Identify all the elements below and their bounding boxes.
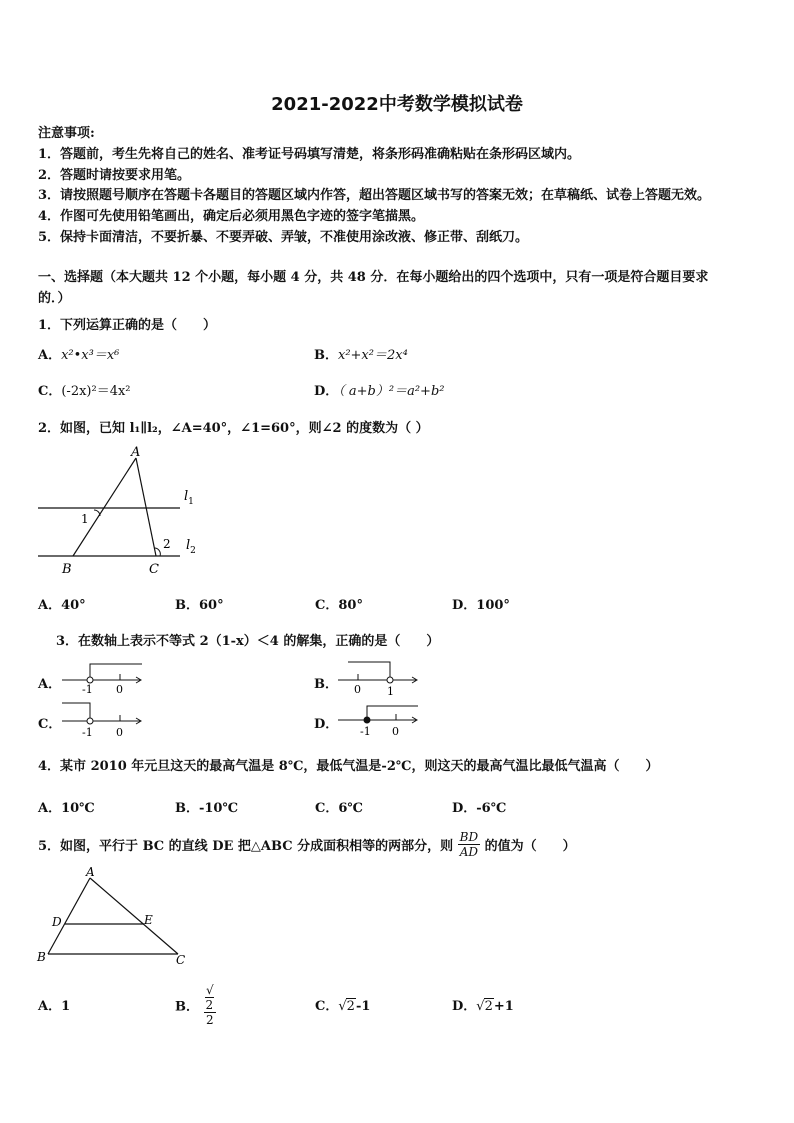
notice-item: 4．作图可先使用铅笔画出，确定后必须用黑色字迹的签字笔描黑。 — [38, 209, 425, 224]
q4-option-a: A．10℃ — [38, 801, 95, 816]
tick-label: 0 — [116, 683, 123, 696]
tick-label: 0 — [354, 683, 361, 696]
option-expression: x²•x³＝x⁶ — [61, 348, 120, 363]
segment-ac — [90, 878, 178, 954]
tick-label: -1 — [82, 683, 93, 696]
fraction-denominator: 2 — [206, 1013, 214, 1027]
q4-option-b: B．-10℃ — [175, 801, 239, 816]
label-c: C — [149, 562, 159, 577]
option-label: B． — [175, 999, 199, 1015]
notice-item: 2．答题时请按要求用笔。 — [38, 168, 191, 183]
segment-ab — [73, 458, 136, 556]
fraction-numerator: BD — [459, 830, 479, 844]
q3-number-line-d — [336, 700, 420, 740]
label-e: E — [144, 913, 153, 927]
option-label: B． — [314, 348, 338, 363]
tick-label: 0 — [116, 726, 123, 739]
label-a: A — [131, 445, 141, 460]
option-label: A． — [38, 999, 62, 1014]
label-a: A — [86, 865, 95, 879]
option-value: 1 — [61, 999, 71, 1014]
q2-option-c: C．80° — [315, 598, 363, 613]
tick-label: 0 — [392, 725, 399, 738]
label-c: C — [176, 953, 186, 967]
radicand: 2 — [346, 999, 355, 1014]
notice-heading: 注意事项: — [38, 126, 95, 141]
q3-number-line-c — [60, 699, 144, 741]
fraction-sqrt2-over-2 — [204, 983, 217, 1027]
segment-ac — [136, 458, 156, 556]
label-b: B — [62, 562, 72, 577]
notice-item: 5．保持卡面清洁，不要折暴、不要弄破、弄皱，不准使用涂改液、修正带、刮纸刀。 — [38, 230, 529, 245]
option-label: C． — [315, 999, 339, 1014]
sqrt-icon: √ — [206, 983, 214, 997]
stem-text: 5．如图，平行于 BC 的直线 DE 把△ABC 分成面积相等的两部分，则 — [38, 839, 454, 854]
q3-number-line-b — [336, 658, 420, 698]
q3-number-line-a — [60, 658, 144, 696]
q3-option-d-label: D． — [314, 717, 339, 732]
radicand: 2 — [484, 999, 493, 1014]
sqrt-icon: √ — [476, 999, 485, 1014]
q2-option-d: D．100° — [452, 598, 510, 613]
q3-option-c-label: C． — [38, 717, 62, 732]
question-2-stem: 2．如图，已知 l₁∥l₂，∠A=40°，∠1=60°，则∠2 的度数为（ ） — [38, 421, 429, 436]
tick-label: 1 — [387, 685, 394, 698]
question-4-stem: 4．某市 2010 年元旦这天的最高气温是 8℃，最低气温是-2℃，则这天的最高气温比最低气温高（ ） — [38, 759, 659, 774]
label-l2: $l_2$ — [186, 538, 196, 556]
option-label: D． — [452, 999, 477, 1014]
fraction-bd-ad — [458, 830, 480, 859]
option-expression: x²+x²＝2x⁴ — [338, 348, 408, 363]
q4-option-c: C．6℃ — [315, 801, 363, 816]
question-5-stem — [38, 830, 576, 859]
q2-option-b: B．60° — [175, 598, 224, 613]
option-label: A． — [38, 348, 62, 363]
q4-option-d: D．-6℃ — [452, 801, 507, 816]
tick-label: -1 — [360, 725, 371, 738]
q5-option-b — [175, 983, 216, 1027]
label-angle-1: 1 — [81, 512, 89, 526]
section-heading-cont: 的．） — [38, 291, 71, 306]
question-1-stem: 1．下列运算正确的是（ ） — [38, 318, 217, 333]
q2-option-a: A．40° — [38, 598, 86, 613]
notice-item: 3．请按照题号顺序在答题卡各题目的答题区域内作答，超出答题区域书写的答案无效；在草稿纸、试卷上答题无效。 — [38, 188, 711, 203]
q1-option-b — [314, 344, 408, 363]
fraction-numerator — [204, 983, 217, 1013]
q1-option-d — [314, 380, 444, 399]
option-expression: （ a+b）²＝a²+b² — [338, 384, 445, 399]
label-angle-2: 2 — [163, 537, 171, 551]
section-heading: 一、选择题（本大题共 12 个小题，每小题 4 分，共 48 分．在每小题给出的四个选项中，只有一项是符合题目要求 — [38, 270, 709, 285]
page-title: 2021-2022中考数学模拟试卷 — [271, 94, 523, 115]
q1-option-a — [38, 344, 119, 363]
tick-label: -1 — [82, 726, 93, 739]
option-tail: -1 — [355, 999, 371, 1014]
label-l1: $l_1$ — [184, 489, 194, 507]
option-tail: +1 — [493, 999, 514, 1014]
option-label: D． — [314, 384, 339, 399]
fraction-denominator: AD — [459, 845, 478, 859]
question-3-stem: 3．在数轴上表示不等式 2（1-x）＜4 的解集，正确的是（ ） — [56, 634, 440, 649]
label-b: B — [37, 950, 46, 964]
stem-text: 的值为（ ） — [484, 839, 576, 854]
option-expression: (-2x)²＝4x² — [61, 384, 131, 399]
q5-option-a — [38, 995, 70, 1014]
q1-option-c — [38, 380, 131, 399]
label-d: D — [52, 915, 62, 929]
notice-item: 1．答题前，考生先将自己的姓名、准考证号码填写清楚，将条形码准确粘贴在条形码区域内。 — [38, 147, 581, 162]
option-label: C． — [38, 384, 62, 399]
q5-option-c — [315, 995, 370, 1014]
radicand: 2 — [205, 998, 214, 1012]
q5-figure — [34, 864, 194, 968]
q3-option-b-label: B． — [314, 677, 338, 692]
q3-option-a-label: A． — [38, 677, 62, 692]
q2-figure — [30, 440, 210, 580]
q5-option-d — [452, 995, 514, 1014]
sqrt-icon: √ — [338, 999, 347, 1014]
